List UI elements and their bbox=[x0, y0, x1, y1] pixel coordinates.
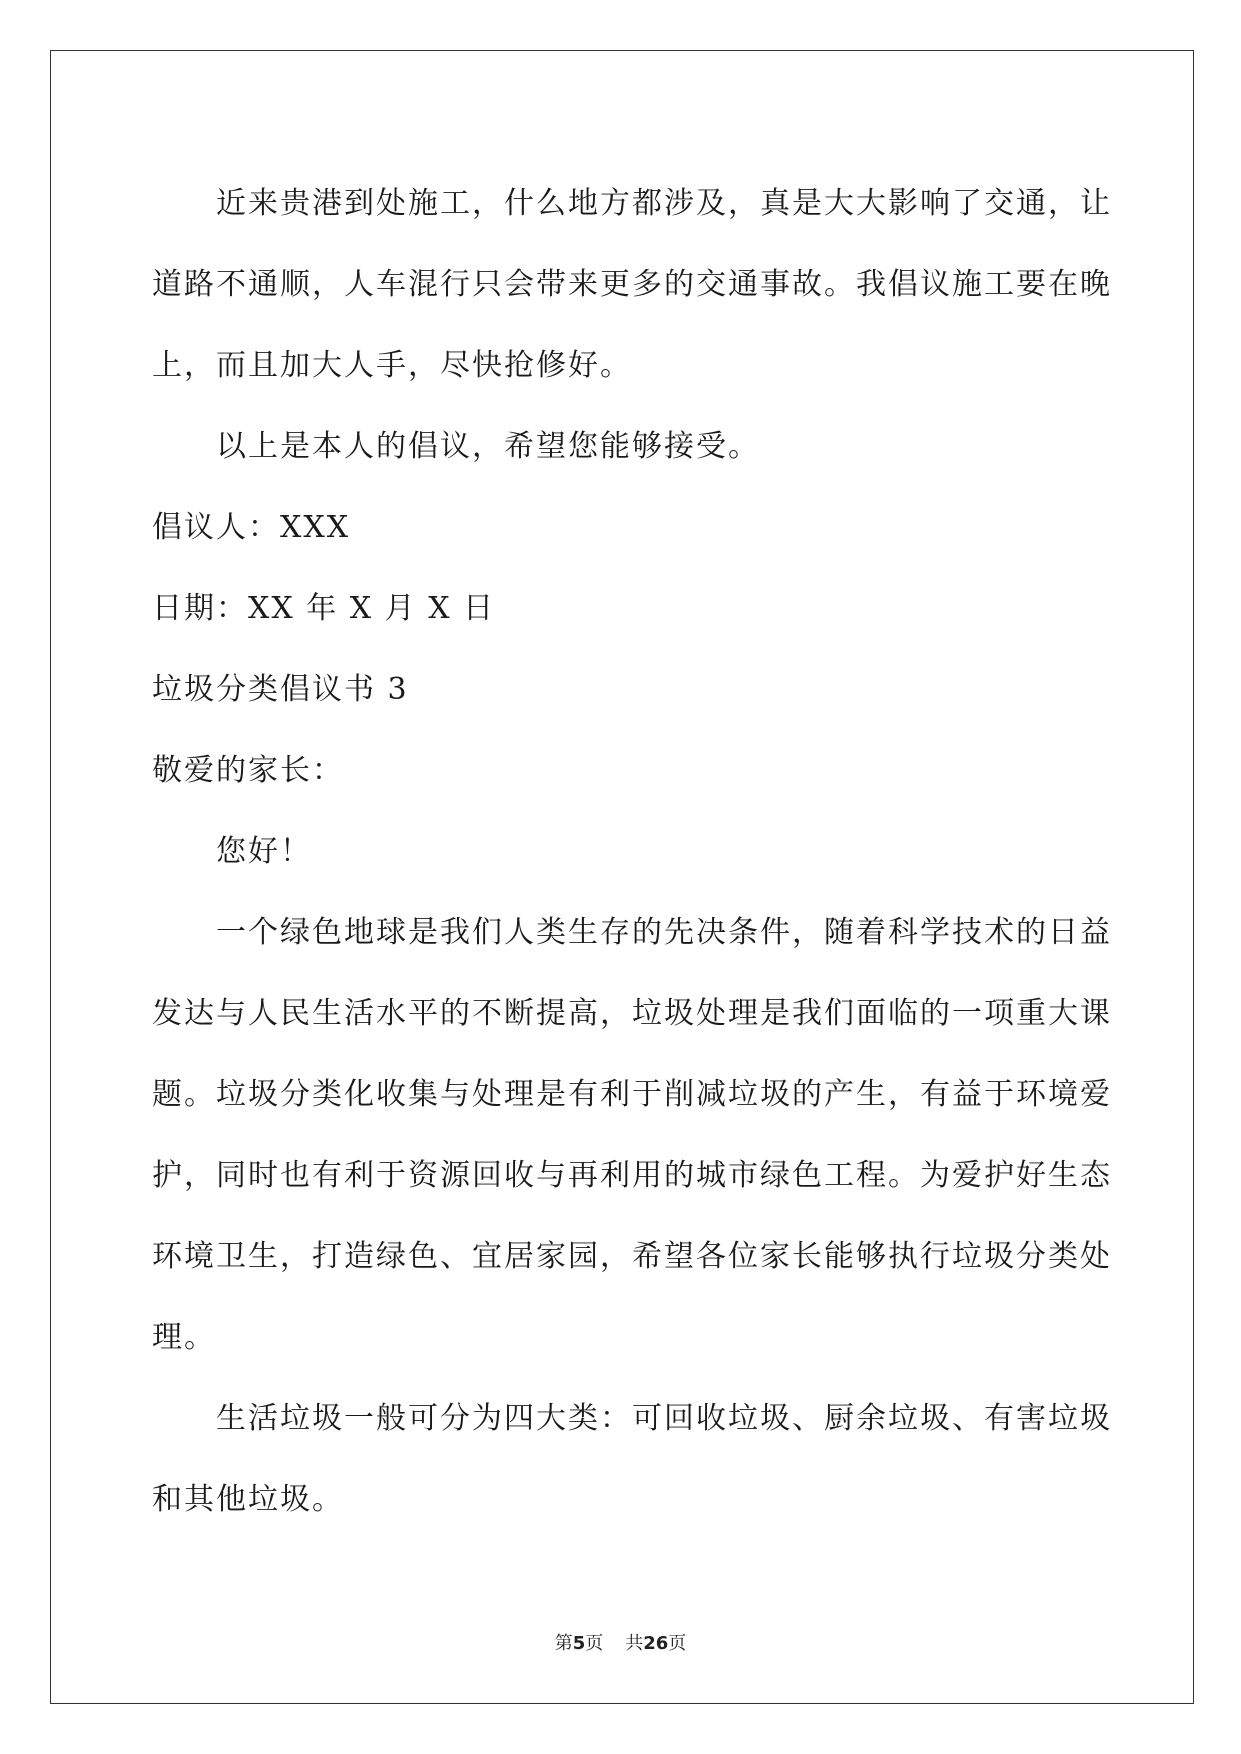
paragraph bbox=[152, 1378, 1112, 1540]
paragraph bbox=[152, 649, 1094, 730]
text-line: 敬爱的家长： bbox=[152, 753, 344, 788]
paragraph bbox=[152, 892, 1112, 1378]
footer-prefix: 第 bbox=[554, 1633, 573, 1654]
paragraph bbox=[152, 163, 1112, 406]
paragraph bbox=[152, 811, 1094, 892]
text-line: 理。 bbox=[152, 1320, 216, 1355]
footer-total-pages: 26 bbox=[643, 1633, 669, 1654]
text-line: 护，同时也有利于资源回收与再利用的城市绿色工程。为爱护好生态 bbox=[152, 1158, 1112, 1193]
text-line: 倡议人：XXX bbox=[152, 510, 351, 545]
document-body bbox=[152, 163, 1112, 1540]
text-line: 您好！ bbox=[216, 834, 312, 869]
text-line: 上，而且加大人手，尽快抢修好。 bbox=[152, 348, 632, 383]
text-line: 生活垃圾一般可分为四大类：可回收垃圾、厨余垃圾、有害垃圾 bbox=[216, 1401, 1112, 1436]
footer-page-number: 5 bbox=[572, 1633, 586, 1654]
text-line: 发达与人民生活水平的不断提高，垃圾处理是我们面临的一项重大课 bbox=[152, 996, 1112, 1031]
page-footer bbox=[0, 1632, 1241, 1656]
text-line: 道路不通顺，人车混行只会带来更多的交通事故。我倡议施工要在晚 bbox=[152, 267, 1112, 302]
paragraph bbox=[152, 730, 1094, 811]
text-line: 以上是本人的倡议，希望您能够接受。 bbox=[216, 429, 760, 464]
paragraph bbox=[152, 487, 1094, 568]
text-line: 题。垃圾分类化收集与处理是有利于削减垃圾的产生，有益于环境爱 bbox=[152, 1077, 1112, 1112]
text-line: 垃圾分类倡议书 3 bbox=[152, 672, 409, 707]
text-line: 一个绿色地球是我们人类生存的先决条件，随着科学技术的日益 bbox=[216, 915, 1112, 950]
text-line: 环境卫生，打造绿色、宜居家园，希望各位家长能够执行垃圾分类处 bbox=[152, 1239, 1112, 1274]
text-line: 和其他垃圾。 bbox=[152, 1482, 344, 1517]
paragraph bbox=[152, 406, 1094, 487]
text-line: 日期：XX 年 X 月 X 日 bbox=[152, 591, 496, 626]
paragraph bbox=[152, 568, 1094, 649]
footer-total-unit: 页 bbox=[668, 1633, 687, 1654]
footer-page-unit: 页 bbox=[585, 1633, 604, 1654]
text-line: 近来贵港到处施工，什么地方都涉及，真是大大影响了交通，让 bbox=[216, 186, 1112, 221]
footer-total-prefix: 共 bbox=[625, 1633, 644, 1654]
